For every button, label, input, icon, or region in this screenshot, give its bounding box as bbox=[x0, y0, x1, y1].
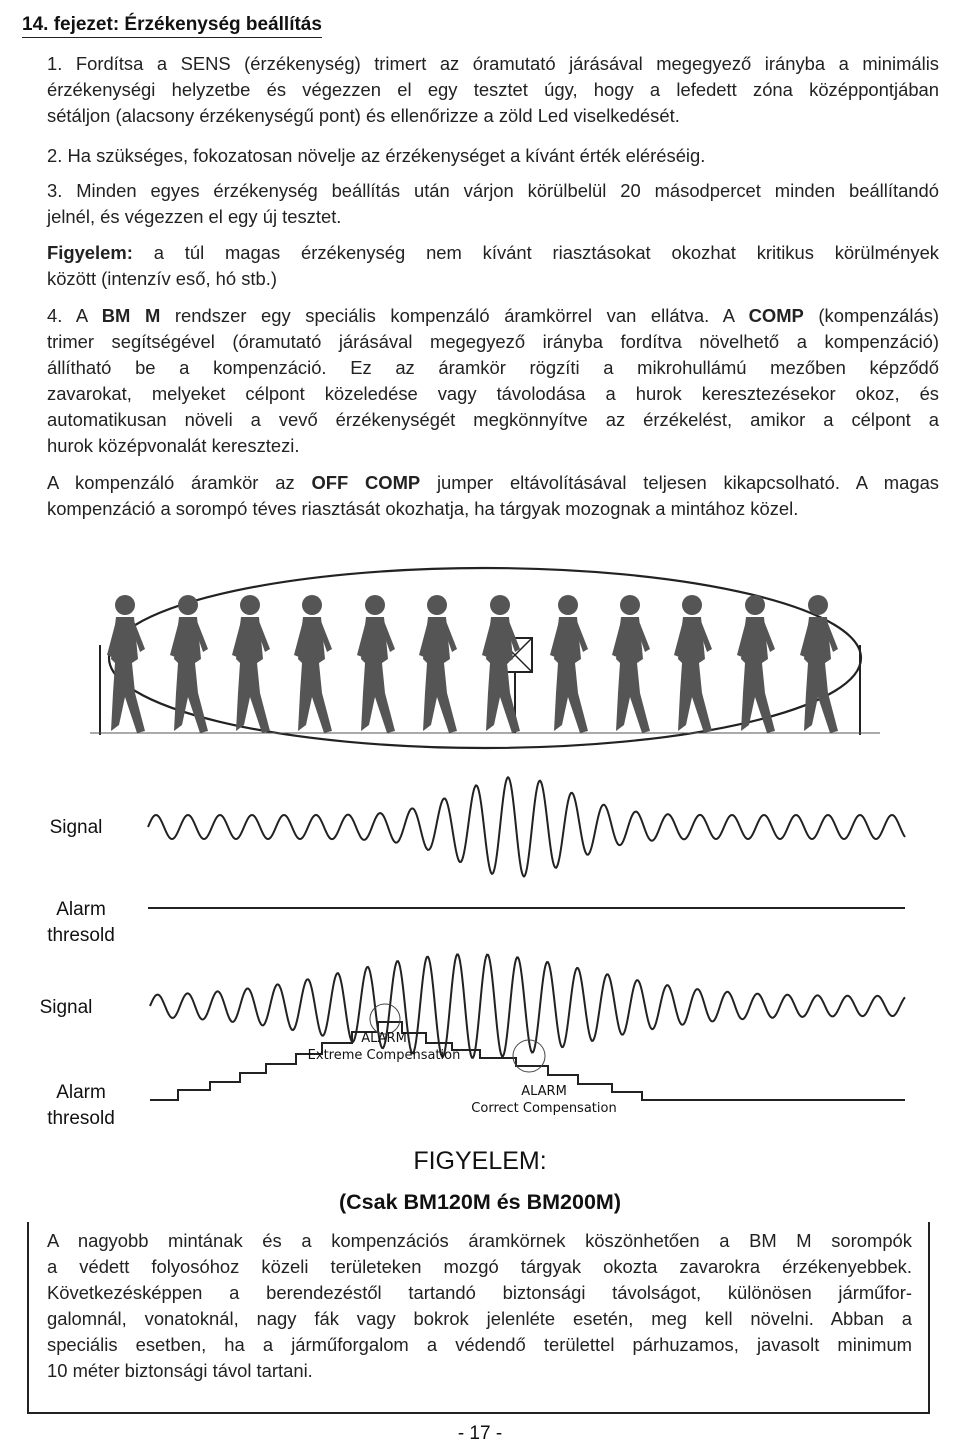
page-number: - 17 - bbox=[457, 1423, 503, 1444]
alarm-threshold-label-2 bbox=[36, 1080, 126, 1132]
step-4-line: állítható be a kompenzáció. Ez az áramkör rögzíti a mikrohullámú mezőben képződő bbox=[47, 357, 939, 378]
step-1-line: 1. Fordítsa a SENS (érzékenység) trimert az óramutató járásával megegyező irányba a minimális bbox=[47, 53, 939, 74]
model-name: BM M bbox=[101, 305, 161, 326]
alarm-correct-label bbox=[454, 1083, 634, 1117]
label-line: Correct Compensation bbox=[471, 1101, 617, 1116]
warning-box-text bbox=[47, 1228, 912, 1384]
walking-person-icon bbox=[550, 595, 588, 733]
alarm-threshold-label-1 bbox=[36, 897, 126, 949]
warning-box-line: Következésképpen a berendezéstől tartandó biztonsági távolságot, különösen járműfor- bbox=[47, 1282, 912, 1303]
step-1-line: érzékenységi helyzetbe és végezzen el egy tesztet úgy, hogy a lefedett zóna középpontjában bbox=[47, 79, 939, 100]
walking-person-icon bbox=[170, 595, 208, 733]
text-run: 4. A bbox=[47, 305, 102, 326]
label-line: Extreme Compensation bbox=[307, 1048, 461, 1063]
walking-person-icon bbox=[357, 595, 395, 733]
warning-box-line: a védett folyosóhoz közeli területeken mozgó tárgyak okozta zavarokra érzékenyebbek. bbox=[47, 1256, 912, 1277]
label-line: ALARM bbox=[521, 1084, 567, 1099]
signal-waveform-2 bbox=[150, 955, 905, 1058]
step-1-line: sétáljon (alacsony érzékenységű pont) és ellenőrizze a zöld Led viselkedését. bbox=[47, 105, 680, 126]
step-4-line: zavarokat, melyeket célpont közeledése vagy távolodása a hurok keresztezésekor okoz, és bbox=[47, 383, 939, 404]
chapter-heading: 14. fejezet: Érzékenység beállítás bbox=[22, 14, 322, 38]
label-line: thresold bbox=[47, 1108, 115, 1129]
walking-person-icon bbox=[419, 595, 457, 733]
jumper-name: OFF COMP bbox=[311, 472, 421, 493]
label-line: Alarm bbox=[56, 899, 106, 920]
off-comp-line-2: kompenzáció a sorompó téves riasztását okozhatja, ha tárgyak mozognak a mintához közel. bbox=[47, 498, 799, 519]
text-run: rendszer egy speciális kompenzáló áramkörrel van ellátva. A bbox=[160, 305, 749, 326]
warning-box-line: 10 méter biztonsági távol tartani. bbox=[47, 1360, 313, 1381]
walking-person-icon bbox=[107, 595, 145, 733]
warning-box-line: galomnál, vonatoknál, nagy fák vagy bokrok jelenléte esetén, meg kell növelni. Abban a bbox=[47, 1308, 912, 1329]
step-4-line: automatikusan növeli a vevő érzékenységét megkönnyítve az érzékelést, amikor a célpont a bbox=[47, 409, 939, 430]
warning-box-subtitle: (Csak BM120M és BM200M) bbox=[339, 1190, 621, 1214]
text-run: jumper eltávolításával teljesen kikapcsolható. A magas bbox=[420, 472, 939, 493]
text-run: A kompenzáló áramkör az bbox=[47, 472, 312, 493]
warning-box-title: FIGYELEM: bbox=[413, 1147, 547, 1175]
warning-text: a túl magas érzékenység nem kívánt riasztásokat okozhat kritikus körülmények bbox=[153, 242, 939, 263]
walking-person-icon bbox=[294, 595, 332, 733]
walking-person-icon bbox=[612, 595, 650, 733]
walking-person-icon bbox=[232, 595, 270, 733]
step-3-line: jelnél, és végezzen el egy új tesztet. bbox=[47, 206, 342, 227]
label-line: Alarm bbox=[56, 1082, 106, 1103]
alarm-extreme-label bbox=[294, 1030, 474, 1064]
label-line: ALARM bbox=[361, 1031, 407, 1046]
walking-person-icon bbox=[674, 595, 712, 733]
warning-line-2: között (intenzív eső, hó stb.) bbox=[47, 268, 277, 289]
label-line: thresold bbox=[47, 925, 115, 946]
text-run: (kompenzálás) bbox=[803, 305, 940, 326]
warning-label: Figyelem: bbox=[47, 242, 133, 263]
warning-box-line: A nagyobb mintának és a kompenzációs áramkörnek köszönhetően a BM M sorompók bbox=[47, 1230, 912, 1251]
warning-box-line: speciális esetben, ha a járműforgalom a védendő területtel párhuzamos, javasolt minimum bbox=[47, 1334, 912, 1355]
walkers-row bbox=[107, 595, 838, 733]
step-3-line: 3. Minden egyes érzékenység beállítás után várjon körülbelül 20 másodpercet minden beállítandó bbox=[47, 180, 939, 201]
step-2-line: 2. Ha szükséges, fokozatosan növelje az érzékenységet a kívánt érték eléréséig. bbox=[47, 145, 706, 166]
signal-label-2: Signal bbox=[39, 997, 93, 1018]
signal-waveform-1 bbox=[148, 777, 905, 876]
walking-person-icon bbox=[737, 595, 775, 733]
comp-term: COMP bbox=[748, 305, 804, 326]
signal-label-1: Signal bbox=[49, 817, 103, 838]
step-4-line: trimer segítségével (óramutató járásával megegyező irányba fordítva növelhető a kompenzáció) bbox=[47, 331, 939, 352]
step-4-line: hurok középvonalát keresztezi. bbox=[47, 435, 300, 456]
